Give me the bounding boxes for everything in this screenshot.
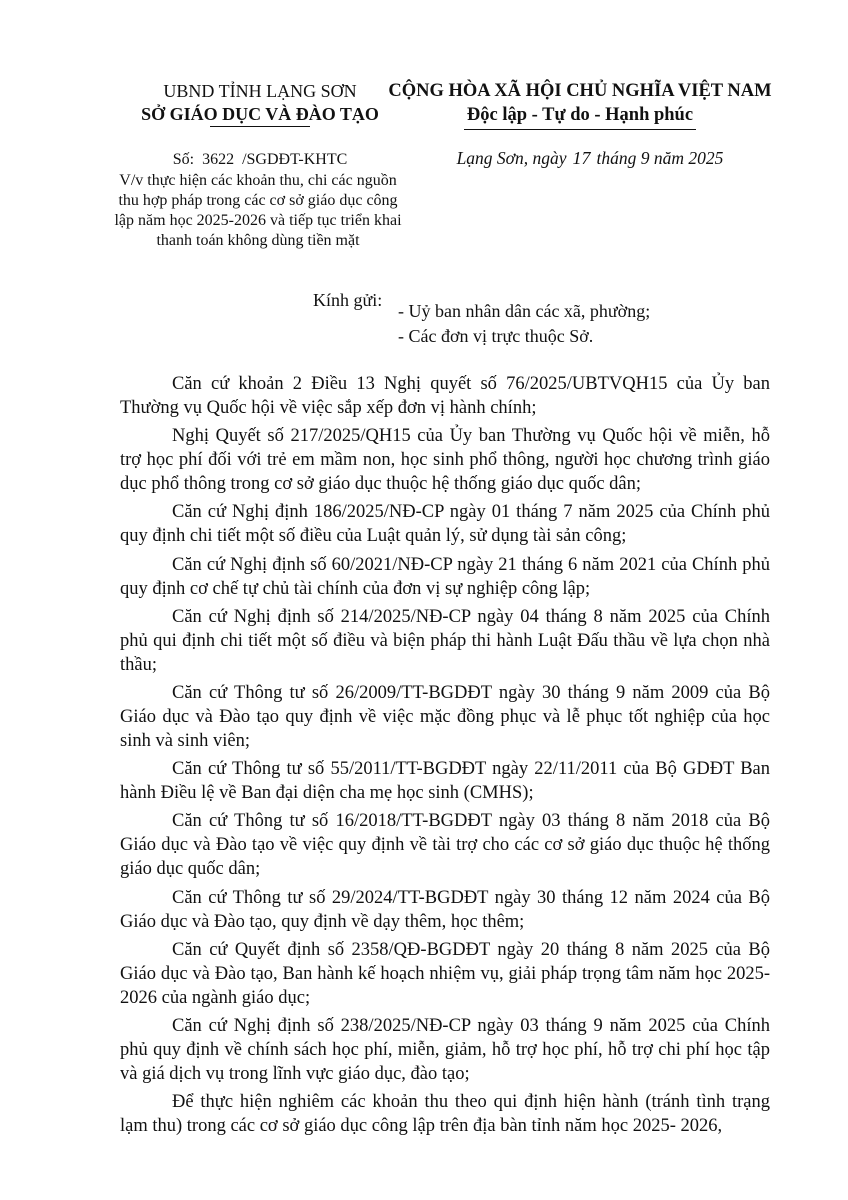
date-prefix: Lạng Sơn, ngày — [456, 148, 567, 168]
recipient-item: - Uỷ ban nhân dân các xã, phường; — [398, 301, 651, 321]
agency-underline — [210, 126, 310, 127]
body-paragraph: Căn cứ Thông tư số 29/2024/TT-BGDĐT ngày 30 tháng 12 năm 2024 của Bộ Giáo dục và Đào tạo, quy định về dạy thêm, học thêm; — [120, 887, 770, 932]
recipient-item: - Các đơn vị trực thuộc Sở. — [398, 326, 594, 346]
body-paragraph: Căn cứ Nghị định 186/2025/NĐ-CP ngày 01 tháng 7 năm 2025 của Chính phủ quy định chi tiết một số điều của Luật quản lý, sử dụng tài sản công; — [120, 502, 770, 547]
body-paragraph: Căn cứ khoản 2 Điều 13 Nghị quyết số 76/2025/UBTVQH15 của Ủy ban Thường vụ Quốc hội về việc sắp xếp đơn vị hành chính; — [120, 374, 770, 418]
body-paragraph: Căn cứ Nghị định số 238/2025/NĐ-CP ngày 03 tháng 9 năm 2025 của Chính phủ quy định về chính sách học phí, miễn, giảm, hỗ trợ học phí, hỗ trợ chi phí học tập và giá dịch vụ trong lĩnh vực giáo dục, đào tạo; — [120, 1015, 770, 1084]
body-paragraph: Để thực hiện nghiêm các khoản thu theo qui định hiện hành (tránh tình trạng lạm thu) trong các cơ sở giáo dục công lập trên địa bàn tỉnh năm học 2025- 2026, — [120, 1092, 770, 1137]
issuing-agency-name: SỞ GIÁO DỤC VÀ ĐÀO TẠO — [141, 104, 379, 124]
body-paragraph: Căn cứ Thông tư số 16/2018/TT-BGDĐT ngày 03 tháng 8 năm 2018 của Bộ Giáo dục và Đào tạo về việc quy định về tài trợ cho các cơ sở giáo dục thuộc hệ thống giáo dục quốc dân; — [120, 811, 770, 880]
national-motto: Độc lập - Tự do - Hạnh phúc — [466, 105, 694, 125]
recipient-list — [398, 299, 650, 349]
body-paragraph: Căn cứ Thông tư số 26/2009/TT-BGDĐT ngày 30 tháng 9 năm 2009 của Bộ Giáo dục và Đào tạo quy định về việc mặc đồng phục và lễ phục tốt nghiệp của học sinh và sinh viên; — [120, 682, 770, 751]
date-day: 17 — [572, 148, 591, 168]
salutation: Kính gửi: — [313, 290, 383, 310]
motto-underline — [464, 129, 696, 130]
date-suffix: tháng 9 năm 2025 — [596, 148, 724, 168]
document-number: Số: 3622 /SGDĐT-KHTC — [172, 151, 348, 168]
national-heading-block — [385, 80, 775, 130]
body-paragraph: Căn cứ Thông tư số 55/2011/TT-BGDĐT ngày 22/11/2011 của Bộ GDĐT Ban hành Điều lệ về Ban đại diện cha mẹ học sinh (CMHS); — [120, 759, 770, 804]
document-subject: V/v thực hiện các khoản thu, chi các nguồn thu hợp pháp trong các cơ sở giáo dục công lập năm học 2025-2026 và tiếp tục triển khai thanh toán không dùng tiền mặt — [114, 172, 402, 249]
place-and-date — [385, 146, 795, 170]
body-paragraph: Căn cứ Quyết định số 2358/QĐ-BGDĐT ngày 20 tháng 8 năm 2025 của Bộ Giáo dục và Đào tạo, Ban hành kế hoạch nhiệm vụ, giải pháp trọng tâm năm học 2025-2026 của ngành giáo dục; — [120, 939, 770, 1008]
body-paragraph: Căn cứ Nghị định số 60/2021/NĐ-CP ngày 21 tháng 6 năm 2021 của Chính phủ quy định cơ chế tự chủ tài chính của đơn vị sự nghiệp công lập; — [120, 554, 770, 599]
national-title: CỘNG HÒA XÃ HỘI CHỦ NGHĨA VIỆT NAM — [388, 81, 772, 101]
document-body — [120, 372, 770, 1142]
body-paragraph: Nghị Quyết số 217/2025/QH15 của Ủy ban Thường vụ Quốc hội về miễn, hỗ trợ học phí đối với trẻ em mầm non, học sinh phổ thông, người học chương trình giáo dục phổ thông trong cơ sở giáo dục thuộc hệ thống giáo dục quốc dân; — [120, 426, 770, 495]
body-paragraph: Căn cứ Nghị định số 214/2025/NĐ-CP ngày 04 tháng 8 năm 2025 của Chính phủ qui định chi tiết một số điều và biện pháp thi hành Luật Đấu thầu về lựa chọn nhà thầu; — [120, 606, 770, 675]
issuing-agency-block — [110, 80, 410, 127]
parent-agency-name: UBND TỈNH LẠNG SƠN — [163, 81, 357, 101]
